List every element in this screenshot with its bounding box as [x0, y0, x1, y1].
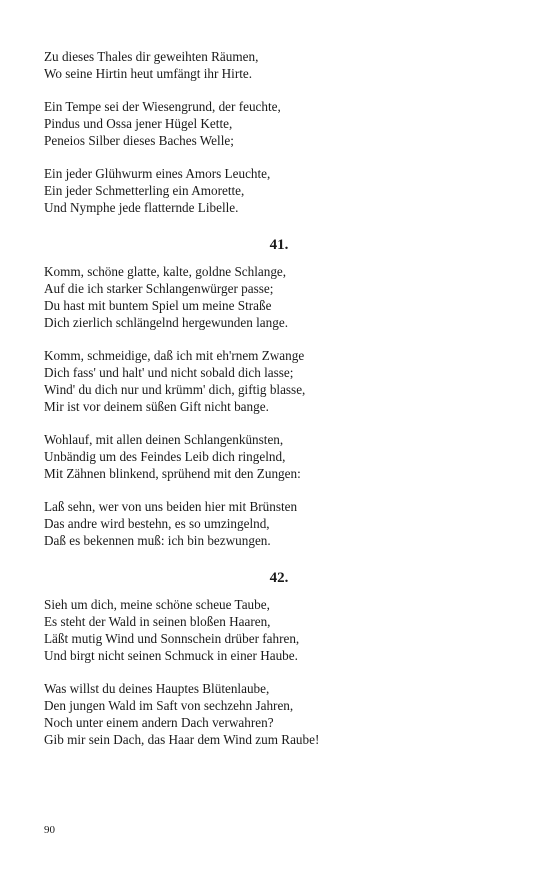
verse-line: Sieh um dich, meine schöne scheue Taube,: [44, 597, 270, 612]
verse-line: Noch unter einem andern Dach verwahren?: [44, 715, 274, 730]
verse-line: Komm, schöne glatte, kalte, goldne Schlange,: [44, 264, 287, 279]
verse-line: Pindus und Ossa jener Hügel Kette,: [44, 116, 233, 131]
verse-line: Ein jeder Glühwurm eines Amors Leuchte,: [44, 166, 271, 181]
verse-line: Läßt mutig Wind und Sonnschein drüber fahren,: [44, 631, 300, 646]
verse-line: Unbändig um des Feindes Leib dich ringelnd,: [44, 449, 286, 464]
stanza: [44, 98, 514, 149]
verse-line: Ein jeder Schmetterling ein Amorette,: [44, 183, 245, 198]
verse-line: Das andre wird bestehn, es so umzingelnd,: [44, 516, 270, 531]
stanza: [44, 680, 514, 748]
verse-line: Auf die ich starker Schlangenwürger passe;: [44, 281, 274, 296]
verse-line: Und Nymphe jede flatternde Libelle.: [44, 200, 239, 215]
verse-line: Es steht der Wald in seinen bloßen Haaren,: [44, 614, 271, 629]
verse-line: Wohlauf, mit allen deinen Schlangenkünsten,: [44, 432, 284, 447]
verse-line: Wo seine Hirtin heut umfängt ihr Hirte.: [44, 66, 253, 81]
verse-line: Was willst du deines Hauptes Blütenlaube,: [44, 681, 270, 696]
verse-line: Den jungen Wald im Saft von sechzehn Jahren,: [44, 698, 294, 713]
stanza: [44, 498, 514, 549]
verse-line: Du hast mit buntem Spiel um meine Straße: [44, 298, 272, 313]
verse-line: Peneios Silber dieses Baches Welle;: [44, 133, 234, 148]
verse-line: Komm, schmeidige, daß ich mit eh'rnem Zwange: [44, 348, 305, 363]
verse-line: Dich zierlich schlängelnd hergewunden lange.: [44, 315, 289, 330]
verse-line: Daß es bekennen muß: ich bin bezwungen.: [44, 533, 271, 548]
verse-line: Dich fass' und halt' und nicht sobald dich lasse;: [44, 365, 294, 380]
stanza: [44, 165, 514, 216]
verse-line: Ein Tempe sei der Wiesengrund, der feuchte,: [44, 99, 281, 114]
verse-line: Zu dieses Thales dir geweihten Räumen,: [44, 49, 259, 64]
verse-line: Gib mir sein Dach, das Haar dem Wind zum Raube!: [44, 732, 320, 747]
stanza: [44, 347, 514, 415]
verse-line: Mit Zähnen blinkend, sprühend mit den Zungen:: [44, 466, 301, 481]
stanza: [44, 596, 514, 664]
page-number: 90: [44, 824, 55, 836]
poem-number-heading: 42.: [269, 570, 289, 586]
poem-text: [44, 48, 514, 764]
stanza: [44, 48, 514, 82]
verse-line: Wind' du dich nur und krümm' dich, giftig blasse,: [44, 382, 306, 397]
poem-number-heading: 41.: [269, 237, 289, 253]
verse-line: Laß sehn, wer von uns beiden hier mit Brünsten: [44, 499, 298, 514]
verse-line: Mir ist vor deinem süßen Gift nicht bange.: [44, 399, 269, 414]
stanza: [44, 263, 514, 331]
verse-line: Und birgt nicht seinen Schmuck in einer Haube.: [44, 648, 298, 663]
stanza: [44, 431, 514, 482]
